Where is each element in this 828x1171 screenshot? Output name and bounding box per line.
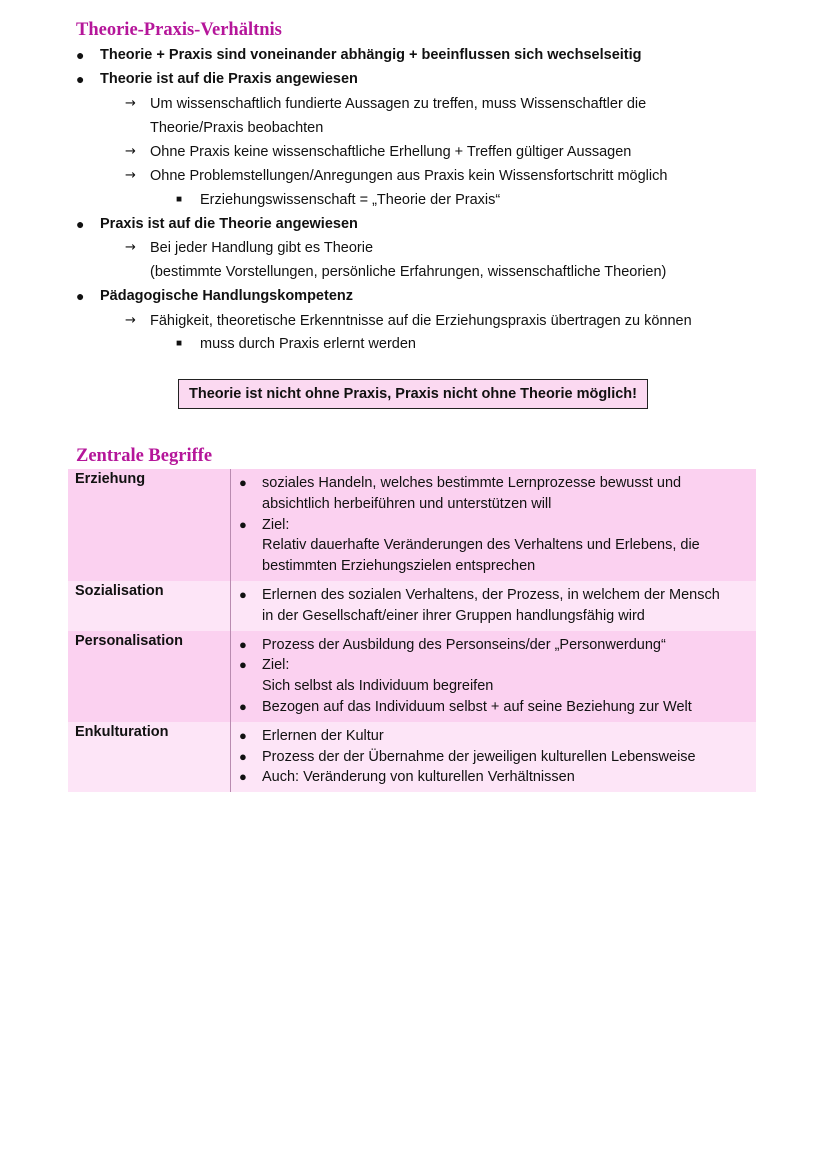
bullet-text: Theorie ist auf die Praxis angewiesen (100, 71, 358, 87)
list-item-line: Prozess der der Übernahme der jeweiligen kulturellen Lebensweise (262, 748, 696, 765)
description-list (231, 631, 756, 722)
list-item-line: Relativ dauerhafte Veränderungen des Verhaltens und Erlebens, die (262, 537, 700, 554)
description-list (231, 722, 756, 792)
terms-table (68, 469, 756, 792)
section-title-theorie-praxis: Theorie-Praxis-Verhältnis (76, 20, 282, 40)
arrow-right-icon: → (125, 144, 136, 159)
list-item-line: Erlernen des sozialen Verhaltens, der Prozess, in welchem der Mensch (262, 586, 720, 603)
bullet-dot-icon: ● (239, 586, 247, 602)
bullet-dot-icon: ● (76, 288, 85, 304)
sub-item-text: muss durch Praxis erlernt werden (200, 336, 416, 352)
bullet-dot-icon: ● (239, 698, 247, 714)
section-title-zentrale-begriffe: Zentrale Begriffe (76, 446, 213, 466)
bullet-dot-icon: ● (239, 475, 247, 490)
bullet-dot-icon: ● (76, 216, 85, 232)
table-row (68, 722, 756, 792)
arrow-text: Ohne Problemstellungen/Anregungen aus Praxis kein Wissensfortschritt möglich (150, 168, 668, 184)
term-name: Personalisation (68, 631, 231, 722)
term-description (231, 581, 757, 631)
term-description (231, 631, 757, 722)
list-item-line: absichtlich herbeiführen und unterstützen will (262, 495, 552, 512)
term-description (231, 722, 757, 792)
square-bullet-icon: ■ (176, 194, 183, 205)
list-item-line: Sich selbst als Individuum begreifen (262, 678, 494, 695)
list-item (231, 747, 756, 768)
list-item (231, 697, 756, 718)
bullet-text: Theorie + Praxis sind voneinander abhängig + beeinflussen sich wechselseitig (100, 47, 642, 63)
callout-box: Theorie ist nicht ohne Praxis, Praxis nicht ohne Theorie möglich! (178, 379, 648, 409)
arrow-text: Fähigkeit, theoretische Erkenntnisse auf die Erziehungspraxis übertragen zu können (150, 313, 692, 329)
term-name: Erziehung (68, 469, 231, 581)
list-item-line: in der Gesellschaft/einer ihrer Gruppen handlungsfähig wird (262, 607, 645, 624)
list-item (231, 655, 756, 697)
term-name: Enkulturation (68, 722, 231, 792)
list-item (231, 726, 756, 747)
bullet-dot-icon: ● (239, 769, 247, 785)
table-row (68, 581, 756, 631)
bullet-dot-icon: ● (239, 727, 247, 743)
list-item (231, 767, 756, 788)
list-item-line: Auch: Veränderung von kulturellen Verhältnissen (262, 769, 575, 786)
list-item-line: Prozess der Ausbildung des Personseins/der „Personwerdung“ (262, 636, 666, 653)
arrow-right-icon: → (125, 313, 136, 328)
list-item (231, 515, 756, 577)
list-item-line: Ziel: (262, 516, 290, 533)
bullet-dot-icon: ● (239, 657, 247, 673)
bullet-dot-icon: ● (239, 748, 247, 764)
description-list (231, 469, 756, 581)
table-row (68, 469, 756, 581)
sub-item-text: Erziehungswissenschaft = „Theorie der Praxis“ (200, 192, 501, 208)
list-item-line: soziales Handeln, welches bestimmte Lernprozesse bewusst und (262, 475, 682, 491)
bullet-text: Pädagogische Handlungskompetenz (100, 288, 353, 304)
arrow-right-icon: → (125, 96, 136, 111)
arrow-text: Bei jeder Handlung gibt es Theorie (150, 240, 374, 256)
list-item-line: Bezogen auf das Individuum selbst + auf seine Beziehung zur Welt (262, 698, 692, 715)
bullet-dot-icon: ● (76, 71, 85, 87)
list-item (231, 585, 756, 627)
arrow-right-icon: → (125, 240, 136, 255)
list-item (231, 473, 756, 515)
list-item (231, 635, 756, 656)
bullet-text: Praxis ist auf die Theorie angewiesen (100, 216, 358, 232)
square-bullet-icon: ■ (176, 338, 183, 349)
arrow-text: Um wissenschaftlich fundierte Aussagen zu treffen, muss Wissenschaftler die (150, 96, 647, 112)
list-item-line: bestimmten Erziehungszielen entsprechen (262, 558, 536, 575)
arrow-text: (bestimmte Vorstellungen, persönliche Erfahrungen, wissenschaftliche Theorien) (150, 264, 667, 280)
term-description (231, 469, 757, 581)
list-item-line: Ziel: (262, 657, 290, 674)
arrow-text: Ohne Praxis keine wissenschaftliche Erhellung + Treffen gültiger Aussagen (150, 144, 632, 160)
bullet-dot-icon: ● (239, 516, 247, 532)
table-row (68, 631, 756, 722)
list-item-line: Erlernen der Kultur (262, 727, 384, 744)
term-name: Sozialisation (68, 581, 231, 631)
bullet-dot-icon: ● (239, 636, 247, 652)
bullet-dot-icon: ● (76, 47, 85, 63)
arrow-text: Theorie/Praxis beobachten (150, 120, 324, 136)
description-list (231, 581, 756, 631)
arrow-right-icon: → (125, 168, 136, 183)
